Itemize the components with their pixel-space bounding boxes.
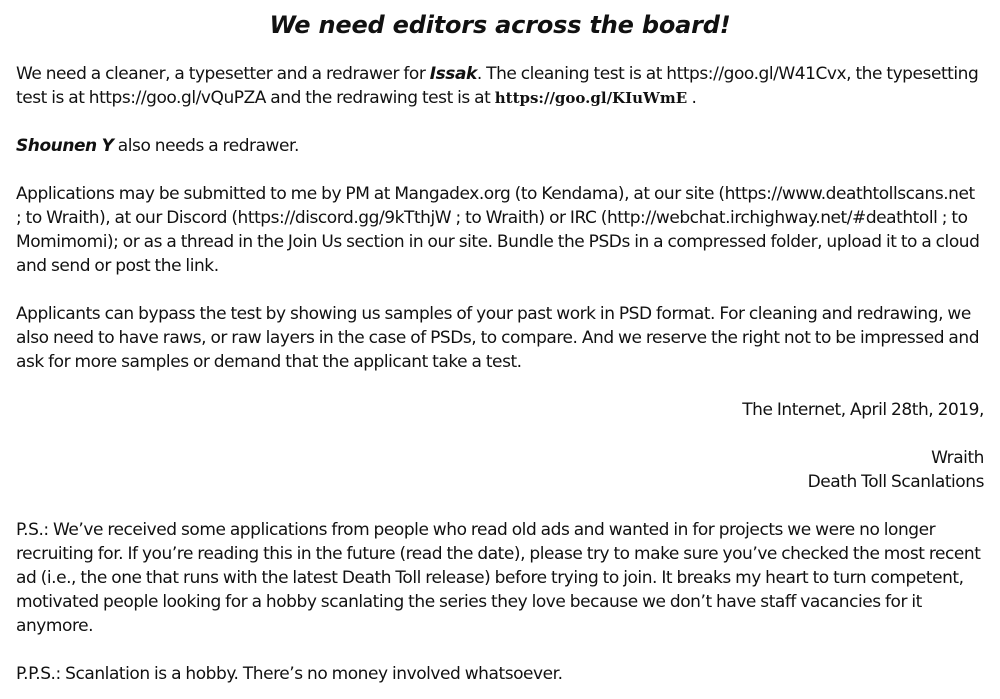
post-postscript: P.P.S.: Scanlation is a hobby. There’s no money involved whatsoever. bbox=[16, 664, 563, 684]
postscript: P.S.: We’ve received some applications from people who read old ads and wanted in for projects we were no longer recruiting for. If you’re reading this in the future (read the date), please try to make sure you’ve checked the most recent ad (i.e., the one that runs with the latest Death Toll release) before trying to join. It breaks my heart to turn competent, motivated people looking for a hobby scanlating the series they love because we don’t have staff vacancies for it anymore. bbox=[16, 520, 981, 636]
signature-date: The Internet, April 28th, 2019, bbox=[742, 400, 984, 420]
paragraph-open-positions bbox=[16, 62, 984, 110]
paragraph-text: also needs a redrawer. bbox=[113, 136, 299, 156]
paragraph-samples: Applicants can bypass the test by showing us samples of your past work in PSD format. For cleaning and redrawing, we also need to have raws, or raw layers in the case of PSDs, to compare. And we reserve the right not to be impressed and ask for more samples or demand that the applicant take a test. bbox=[16, 304, 980, 372]
signature-group: Death Toll Scanlations bbox=[807, 472, 984, 492]
project-name-issak: Issak bbox=[429, 64, 477, 84]
signature-name: Wraith bbox=[931, 448, 984, 468]
paragraph-shounen-y bbox=[16, 134, 984, 158]
paragraph-text: We need a cleaner, a typesetter and a redrawer for bbox=[16, 64, 430, 84]
redrawing-test-link[interactable]: https://goo.gl/KIuWmE bbox=[494, 89, 688, 107]
paragraph-applications: Applications may be submitted to me by PM at Mangadex.org (to Kendama), at our site (https://www.deathtollscans.net ; to Wraith), at our Discord (https://discord.gg/9kTthjW ; to Wraith) or IRC (http://webchat.irchighway.net/#deathtoll ; to Momimomi); or as a thread in the Join Us section in our site. Bundle the PSDs in a compressed folder, upload it to a cloud and send or post the link. bbox=[16, 184, 980, 276]
paragraph-text: . bbox=[687, 88, 697, 108]
paragraph-text: . The cleaning test is at https://goo.gl/W41Cvx, the typesetting test is at https://goo.gl/vQuPZA and the redrawing test is at bbox=[16, 64, 979, 108]
project-name-shounen-y: Shounen Y bbox=[16, 136, 114, 156]
page-title: We need editors across the board! bbox=[269, 11, 731, 39]
